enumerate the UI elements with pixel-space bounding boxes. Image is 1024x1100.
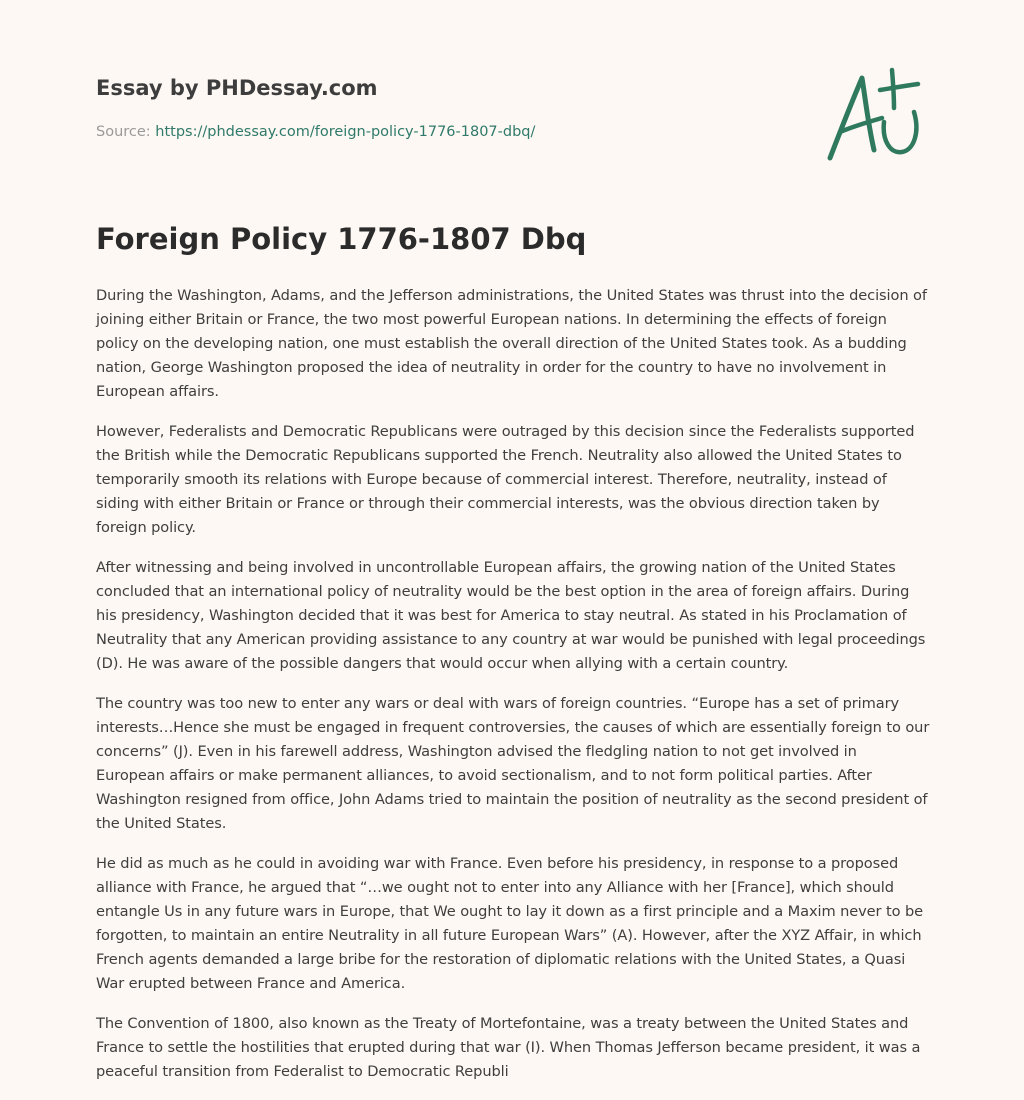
source-label: Source: — [96, 124, 151, 140]
essay-title: Foreign Policy 1776-1807 Dbq — [96, 222, 587, 256]
essay-paragraph: During the Washington, Adams, and the Jefferson administrations, the United States was thrust into the decision of joining either Britain or France, the two most powerful European nations. In determining the effects of foreign policy on the developing nation, one must establish the overall direction of the United States took. As a budding nation, George Washington proposed the idea of neutrality in order for the country to have no involvement in European affairs. — [96, 287, 927, 400]
essay-paragraph: He did as much as he could in avoiding war with France. Even before his presidency, in response to a proposed alliance with France, he argued that “…we ought not to enter into any Alliance with her [France], which should entangle Us in any future wars in Europe, that We ought to lay it down as a first principle and a Maxim never to be forgotten, to maintain an entire Neutrality in all future European Wars” (A). However, after the XYZ Affair, in which French agents demanded a large bribe for the restoration of diplomatic relations with the United States, a Quasi War erupted between France and America. — [96, 855, 924, 992]
essay-paragraph: However, Federalists and Democratic Republicans were outraged by this decision since the Federalists supported the British while the Democratic Republicans supported the French. Neutrality also allowed the United States to temporarily smooth its relations with Europe because of commercial interest. Therefore, neutrality, instead of siding with either Britain or France or through their commercial interests, was the obvious direction taken by foreign policy. — [96, 423, 915, 536]
essay-paragraph: The country was too new to enter any wars or deal with wars of foreign countries. “Europe has a set of primary interests…Hence she must be engaged in frequent controversies, the causes of which are essentially foreign to our concerns” (J). Even in his farewell address, Washington advised the fledgling nation to not get involved in European affairs or make permanent alliances, to avoid sectionalism, and to not form political parties. After Washington resigned from office, John Adams tried to maintain the position of neutrality as the second president of the United States. — [96, 695, 930, 832]
site-title: Essay by PHDessay.com — [96, 76, 378, 100]
source-link[interactable]: https://phdessay.com/foreign-policy-1776-1807-dbq/ — [155, 124, 536, 140]
a-plus-logo-icon — [818, 66, 930, 170]
essay-paragraph: The Convention of 1800, also known as the Treaty of Mortefontaine, was a treaty between the United States and France to settle the hostilities that erupted during that war (I). When Thomas Jefferson became president, it was a peaceful transition from Federalist to Democratic Republi — [96, 1015, 921, 1080]
essay-paragraph: After witnessing and being involved in uncontrollable European affairs, the growing nation of the United States concluded that an international policy of neutrality would be the best option in the area of foreign affairs. During his presidency, Washington decided that it was best for America to stay neutral. As stated in his Proclamation of Neutrality that any American providing assistance to any country at war would be punished with legal proceedings (D). He was aware of the possible dangers that would occur when allying with a certain country. — [96, 559, 926, 672]
source-line — [96, 124, 535, 140]
essay-body — [96, 284, 930, 1100]
